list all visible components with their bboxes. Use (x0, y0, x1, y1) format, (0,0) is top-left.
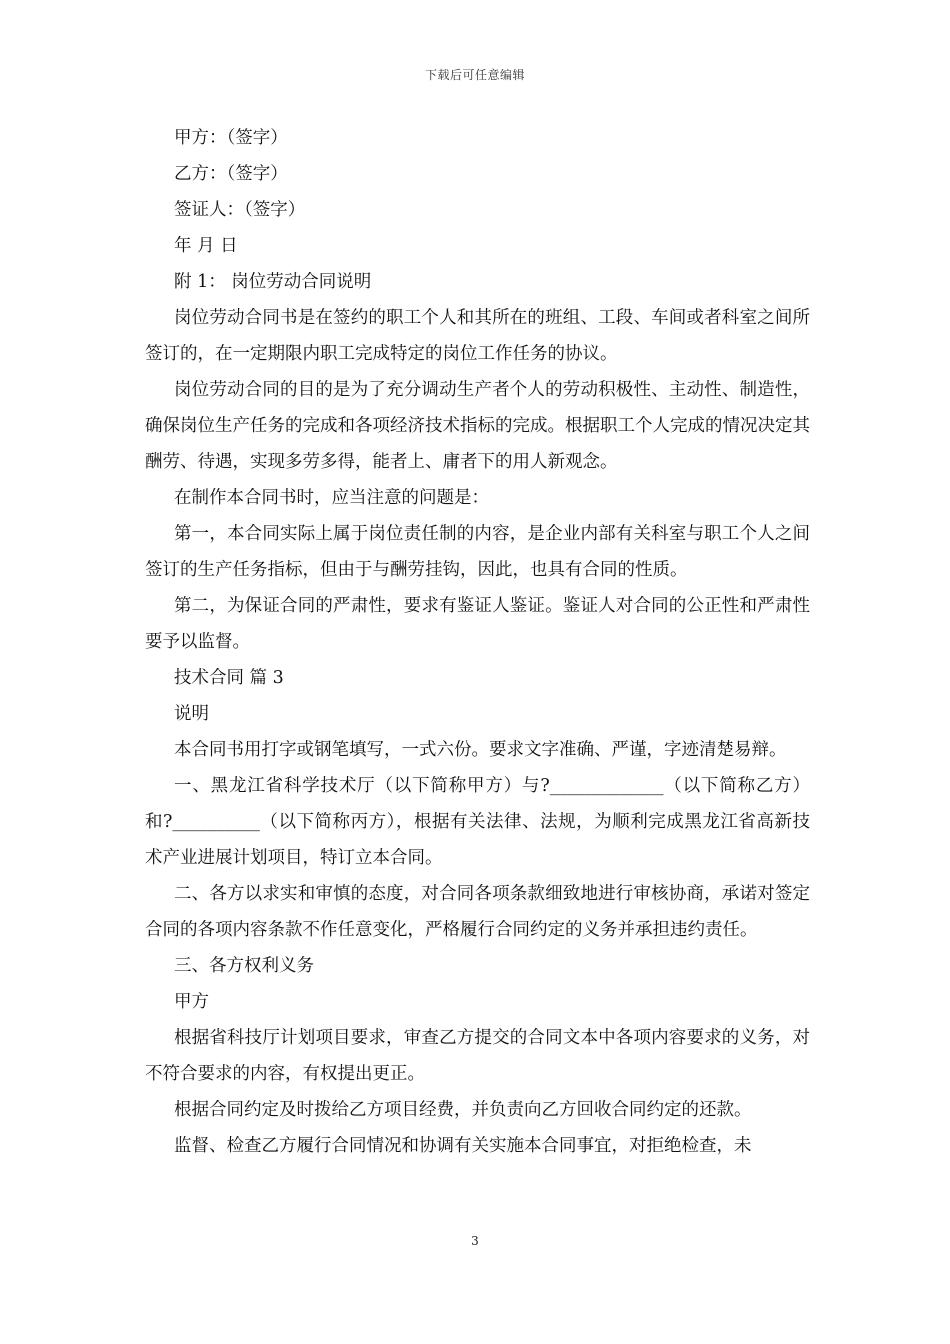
paragraph: 本合同书用打字或钢笔填写，一式六份。要求文字准确、严谨，字迹清楚易辩。 (174, 740, 787, 760)
paragraph: 根据合同约定及时拨给乙方项目经费，并负责向乙方回收合同约定的还款。 (174, 1100, 752, 1120)
paragraph: 根据省科技厅计划项目要求，审查乙方提交的合同文本中各项内容要求的义务，对不符合要求的内容，有权提出更正。 (145, 1028, 810, 1084)
paragraph: 年 月 日 (174, 236, 238, 256)
paragraph: 在制作本合同书时，应当注意的问题是： (174, 488, 489, 508)
paragraph: 第一，本合同实际上属于岗位责任制的内容，是企业内部有关科室与职工个人之间签订的生产任务指标，但由于与酬劳挂钩，因此，也具有合同的性质。 (145, 524, 810, 580)
paragraph: 甲方 (174, 992, 209, 1012)
paragraph: 甲方：（签字） (174, 128, 288, 148)
section-heading: 技术合同 篇 3 (174, 668, 284, 688)
paragraph: 岗位劳动合同的目的是为了充分调动生产者个人的劳动积极性、主动性、制造性，确保岗位生产任务的完成和各项经济技术指标的完成。根据职工个人完成的情况决定其酬劳、待遇，实现多劳多得，能者上、庸者下的用人新观念。 (145, 380, 810, 472)
paragraph: 岗位劳动合同书是在签约的职工个人和其所在的班组、工段、车间或者科室之间所签订的，在一定期限内职工完成特定的岗位工作任务的协议。 (145, 308, 810, 364)
paragraph: 监督、检查乙方履行合同情况和协调有关实施本合同事宜，对拒绝检查，未 (174, 1136, 752, 1156)
paragraph: 签证人：（签字） (174, 200, 306, 220)
page-number: 3 (471, 1234, 479, 1248)
paragraph: 乙方：（签字） (174, 164, 288, 184)
paragraph: 一、黑龙江省科学技术厅（以下简称甲方）与?_____________（以下简称乙方）和?__________（以下简称丙方），根据有关法律、法规，为顺利完成黑龙江省高新技术产业进展计划项目，特订立本合同。 (145, 776, 810, 868)
paragraph: 三、各方权利义务 (174, 956, 314, 976)
paragraph: 二、各方以求实和审慎的态度，对合同各项条款细致地进行审核协商，承诺对签定合同的各项内容条款不作任意变化，严格履行合同约定的义务并承担违约责任。 (145, 884, 810, 940)
paragraph: 第二，为保证合同的严肃性，要求有鉴证人鉴证。鉴证人对合同的公正性和严肃性要予以监督。 (145, 596, 810, 652)
paragraph: 说明 (174, 704, 209, 724)
page-header-note: 下载后可任意编辑 (424, 68, 525, 82)
document-body (145, 120, 810, 1164)
paragraph: 附 1： 岗位劳动合同说明 (174, 272, 372, 292)
